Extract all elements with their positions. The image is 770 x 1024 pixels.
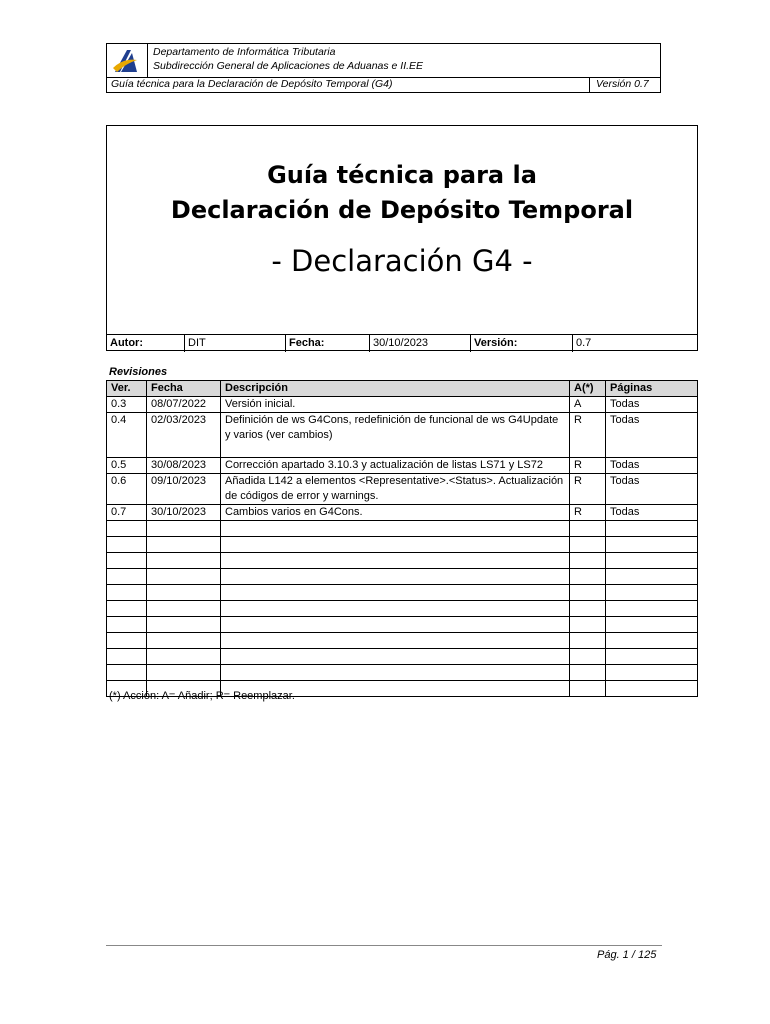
cell-action (570, 585, 606, 601)
cell-description: Corrección apartado 3.10.3 y actualización de listas LS71 y LS72 (221, 458, 570, 474)
cell-pages (606, 521, 698, 537)
department-lines (153, 45, 423, 73)
department-name: Departamento de Informática Tributaria (153, 46, 336, 58)
cell-pages (606, 569, 698, 585)
cell-pages (606, 681, 698, 697)
cell-pages (606, 617, 698, 633)
cell-version (107, 633, 147, 649)
cell-date (147, 601, 221, 617)
cell-date (147, 585, 221, 601)
cell-action: R (570, 458, 606, 474)
page-number: Pág. 1 / 125 (597, 949, 657, 961)
cell-date (147, 617, 221, 633)
document-header (106, 43, 661, 93)
cell-description: Versión inicial. (221, 397, 570, 413)
cell-description: Cambios varios en G4Cons. (221, 505, 570, 521)
cell-action (570, 601, 606, 617)
cell-version (107, 585, 147, 601)
cell-version: 0.3 (107, 397, 147, 413)
empty-table-row (107, 537, 698, 553)
cell-version (107, 521, 147, 537)
empty-table-row (107, 601, 698, 617)
header-bottom-row (107, 77, 660, 93)
aeat-logo-icon (107, 44, 147, 77)
cell-version (107, 649, 147, 665)
cell-pages: Todas (606, 474, 698, 505)
cell-description: Definición de ws G4Cons, redefinición de funcional de ws G4Update y varios (ver cambios) (221, 413, 570, 458)
cell-date (147, 521, 221, 537)
cell-pages: Todas (606, 397, 698, 413)
cell-action (570, 633, 606, 649)
cell-action: R (570, 474, 606, 505)
version-value: 0.7 (576, 337, 592, 349)
cell-action (570, 681, 606, 697)
date-label: Fecha: (286, 335, 370, 352)
cell-date (147, 553, 221, 569)
cell-version: 0.7 (107, 505, 147, 521)
table-row (107, 397, 698, 413)
cell-pages: Todas (606, 458, 698, 474)
cell-description (221, 633, 570, 649)
cell-description (221, 601, 570, 617)
col-header-action: A(*) (570, 381, 606, 397)
empty-table-row (107, 617, 698, 633)
cell-action (570, 665, 606, 681)
cell-action (570, 521, 606, 537)
cell-action (570, 569, 606, 585)
empty-table-row (107, 665, 698, 681)
metadata-row (107, 334, 697, 352)
empty-table-row (107, 553, 698, 569)
document-subtitle: - Declaración G4 - (271, 244, 533, 278)
cell-action (570, 537, 606, 553)
cell-description (221, 553, 570, 569)
cell-date (147, 633, 221, 649)
cell-date (147, 665, 221, 681)
cell-date (147, 569, 221, 585)
title-box (106, 125, 698, 351)
author-value: DIT (185, 335, 286, 352)
cell-date: 30/10/2023 (147, 505, 221, 521)
cell-description (221, 521, 570, 537)
cell-description (221, 665, 570, 681)
header-top-row (107, 44, 660, 78)
col-header-description: Descripción (221, 381, 570, 397)
revisions-header-row (107, 381, 698, 397)
empty-table-row (107, 633, 698, 649)
cell-description: Añadida L142 a elementos <Representative>.<Status>. Actualización de códigos de error y warnings. (221, 474, 570, 505)
col-header-date: Fecha (147, 381, 221, 397)
cell-description (221, 617, 570, 633)
cell-version (107, 601, 147, 617)
cell-date: 08/07/2022 (147, 397, 221, 413)
logo-cell (107, 44, 148, 77)
cell-pages (606, 649, 698, 665)
col-header-version: Ver. (107, 381, 147, 397)
empty-rows (107, 521, 698, 697)
action-note: (*) Acción: A= Añadir; R= Reemplazar. (109, 690, 295, 702)
revisions-table (106, 380, 698, 697)
cell-action: R (570, 413, 606, 458)
cell-date (147, 537, 221, 553)
cell-action (570, 617, 606, 633)
version-label: Versión: (471, 335, 573, 352)
cell-action: R (570, 505, 606, 521)
empty-table-row (107, 649, 698, 665)
cell-pages (606, 553, 698, 569)
revisions-title: Revisiones (109, 366, 168, 378)
cell-version (107, 537, 147, 553)
cell-pages (606, 537, 698, 553)
table-row (107, 505, 698, 521)
empty-table-row (107, 521, 698, 537)
document-title-line1: Guía técnica para la (267, 161, 537, 189)
cell-description (221, 537, 570, 553)
cell-pages: Todas (606, 505, 698, 521)
cell-action: A (570, 397, 606, 413)
empty-table-row (107, 585, 698, 601)
cell-action (570, 553, 606, 569)
cell-pages (606, 665, 698, 681)
cell-pages (606, 585, 698, 601)
author-label: Autor: (107, 335, 185, 352)
cell-version (107, 665, 147, 681)
cell-pages (606, 633, 698, 649)
cell-pages: Todas (606, 413, 698, 458)
table-row (107, 474, 698, 505)
cell-description (221, 585, 570, 601)
empty-table-row (107, 569, 698, 585)
cell-pages (606, 601, 698, 617)
cell-version (107, 569, 147, 585)
cell-description (221, 649, 570, 665)
date-value: 30/10/2023 (370, 335, 471, 352)
cell-version: 0.4 (107, 413, 147, 458)
footer-divider (106, 945, 662, 946)
cell-version: 0.6 (107, 474, 147, 505)
table-row (107, 413, 698, 458)
cell-date: 09/10/2023 (147, 474, 221, 505)
cell-version (107, 617, 147, 633)
cell-date: 02/03/2023 (147, 413, 221, 458)
table-row (107, 458, 698, 474)
document-title-line2: Declaración de Depósito Temporal (170, 196, 634, 224)
cell-date (147, 649, 221, 665)
header-version: Versión 0.7 (589, 77, 660, 93)
cell-date: 30/08/2023 (147, 458, 221, 474)
header-guide-title: Guía técnica para la Declaración de Depósito Temporal (G4) (111, 78, 393, 90)
cell-action (570, 649, 606, 665)
cell-version (107, 553, 147, 569)
cell-description (221, 569, 570, 585)
col-header-pages: Páginas (606, 381, 698, 397)
cell-version: 0.5 (107, 458, 147, 474)
subdirectorate-name: Subdirección General de Aplicaciones de Aduanas e II.EE (153, 60, 424, 72)
